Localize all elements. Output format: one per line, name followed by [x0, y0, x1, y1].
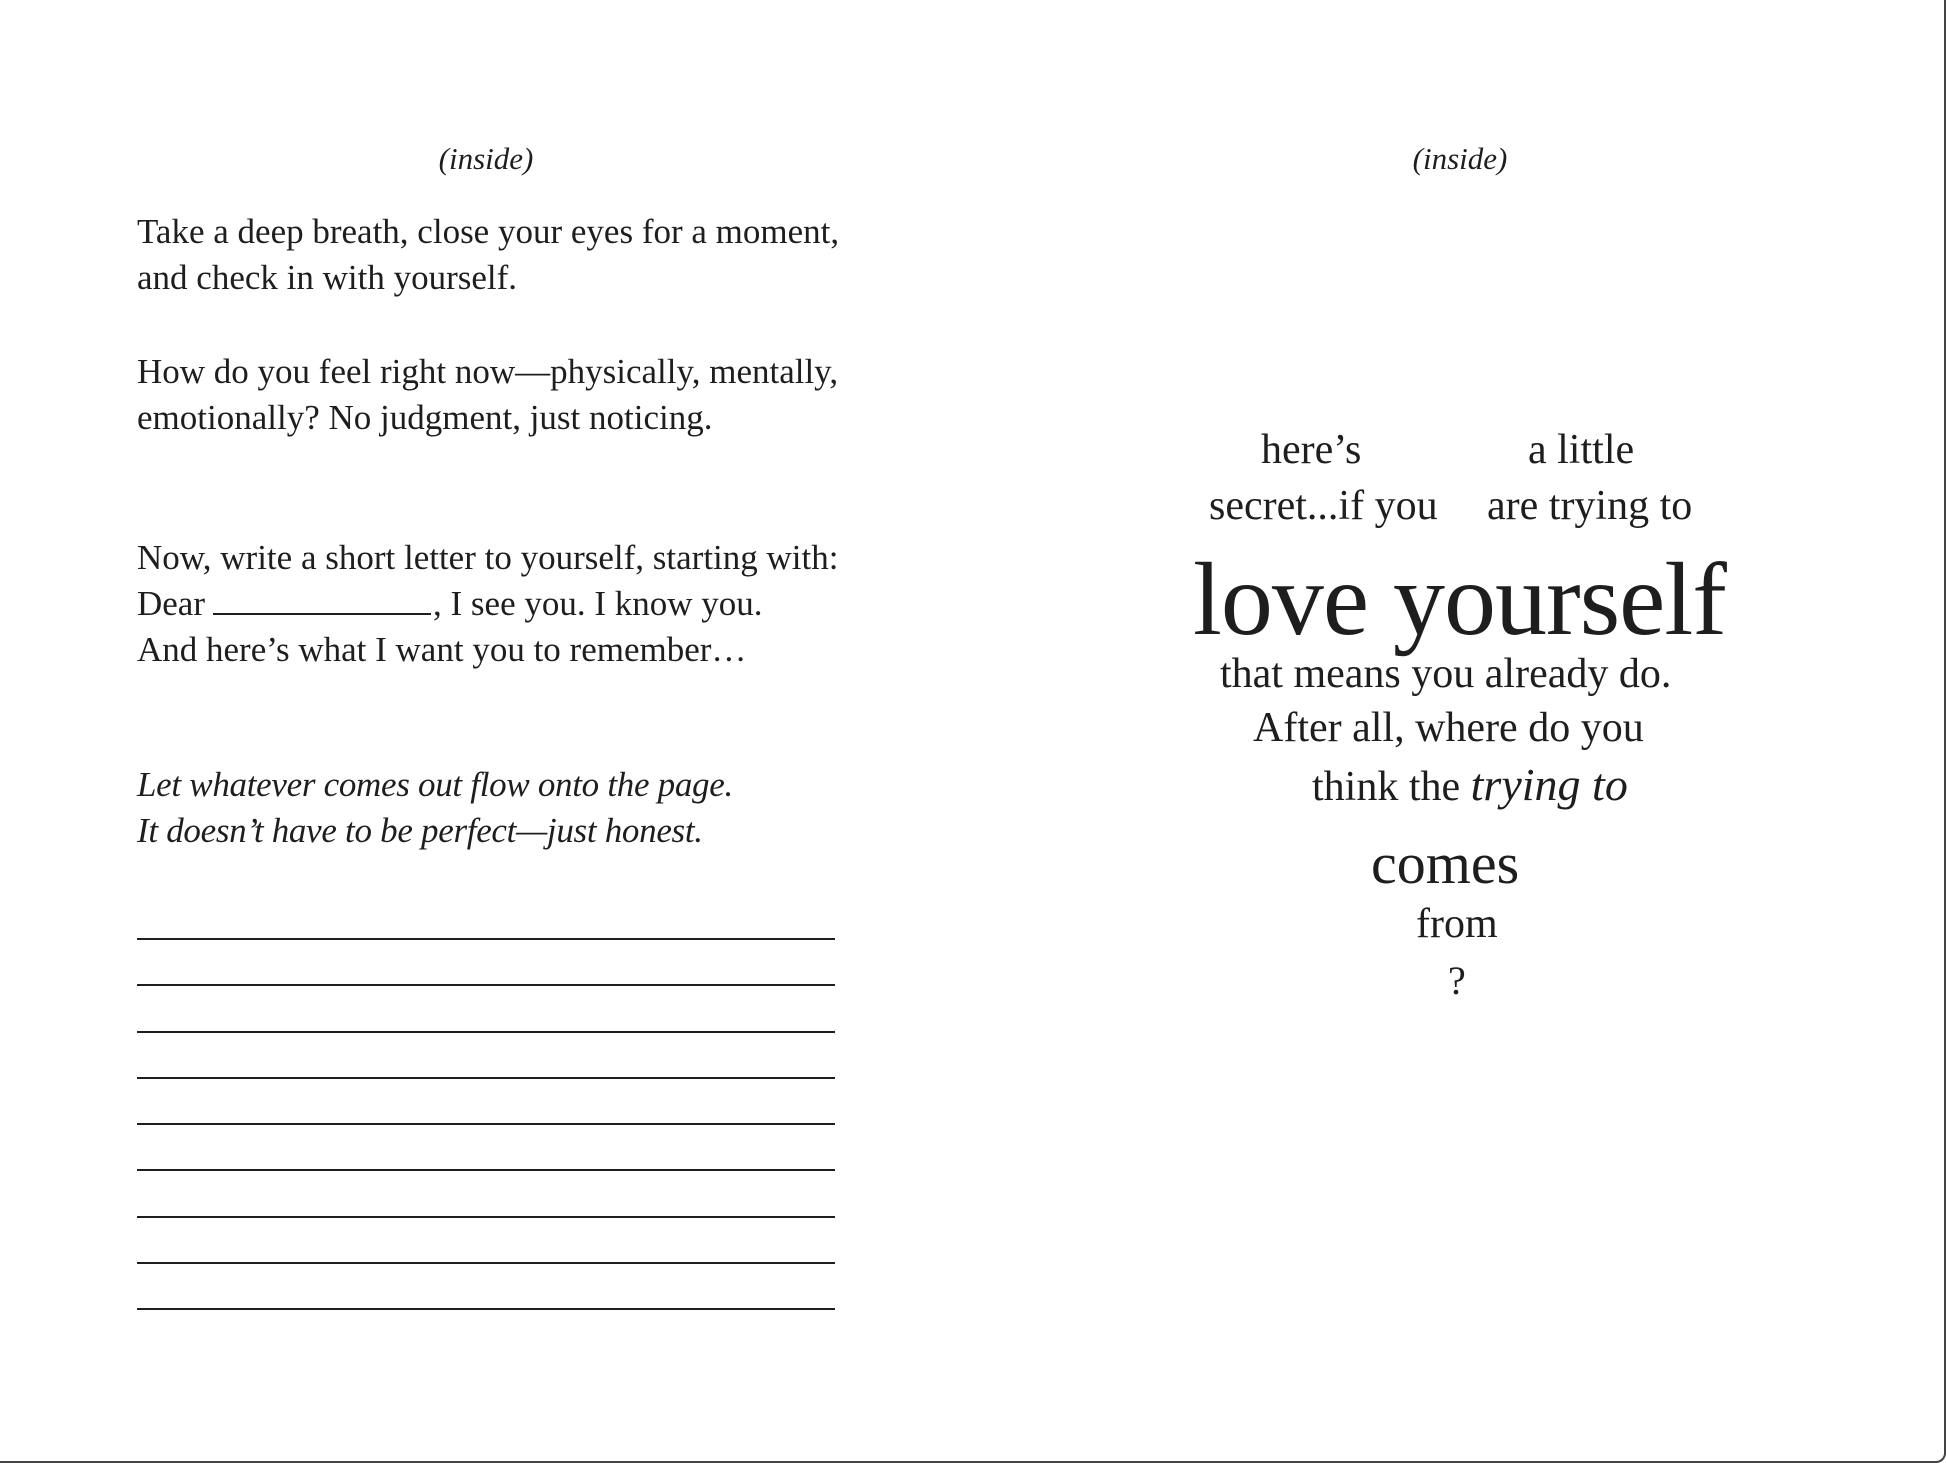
prompt-paragraph-2: How do you feel right now—physically, mentally, emotionally? No judgment, just noticing.	[137, 352, 839, 437]
heart-text-think-plain: think the	[1312, 764, 1461, 810]
heart-text-from: from	[1416, 901, 1498, 947]
writing-line[interactable]	[137, 986, 835, 1032]
heart-text-secret: secret...if you	[1209, 483, 1438, 529]
encouragement-note	[137, 762, 857, 854]
writing-lines[interactable]	[137, 938, 835, 1310]
heart-text-question: ?	[1448, 958, 1466, 1003]
dear-continue: And here’s what I want you to remember…	[137, 630, 747, 669]
heart-text-after-all: After all, where do you	[1253, 705, 1644, 751]
heart-shaped-text	[973, 0, 1946, 1463]
writing-line[interactable]	[137, 940, 835, 986]
heart-text-trying-italic: trying to	[1470, 759, 1628, 810]
heart-text-are-trying: are trying to	[1487, 483, 1693, 529]
prompt-paragraph-1: Take a deep breath, close your eyes for a moment, and check in with yourself.	[137, 212, 840, 297]
italic-line-1: Let whatever comes out flow onto the page.	[137, 765, 733, 804]
dear-suffix: , I see you. I know you.	[433, 584, 763, 623]
writing-line[interactable]	[137, 1264, 835, 1310]
writing-line[interactable]	[137, 1218, 835, 1264]
dear-prefix: Dear	[137, 584, 206, 623]
heart-text-heres: here’s	[1261, 427, 1362, 473]
inside-label-left: (inside)	[438, 141, 534, 176]
heart-text-think-the	[1312, 758, 1628, 811]
prompt-paragraph-3	[137, 535, 857, 673]
writing-line[interactable]	[137, 1171, 835, 1217]
right-page	[973, 0, 1946, 1463]
heart-text-love-yourself: love yourself	[1193, 542, 1726, 657]
heart-text-a-little: a little	[1528, 427, 1635, 473]
inside-label-right: (inside)	[1412, 141, 1508, 176]
letter-intro: Now, write a short letter to yourself, starting with:	[137, 538, 839, 577]
italic-line-2: It doesn’t have to be perfect—just honest.	[137, 811, 703, 850]
writing-line[interactable]	[137, 1079, 835, 1125]
dear-name-blank[interactable]	[213, 583, 431, 615]
writing-line[interactable]	[137, 1125, 835, 1171]
heart-text-comes: comes	[1371, 831, 1520, 896]
writing-line[interactable]	[137, 1033, 835, 1079]
heart-text-already-do: that means you already do.	[1220, 651, 1672, 697]
